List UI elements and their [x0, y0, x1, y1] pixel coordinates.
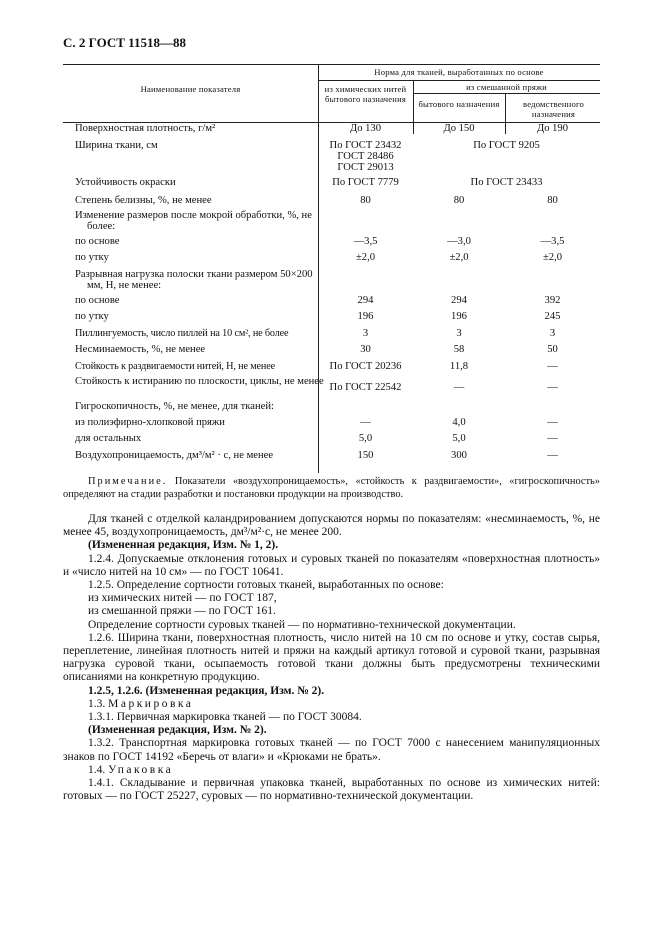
- amendment-note: 1.2.5, 1.2.6. (Измененная редакция, Изм. № 2).: [88, 684, 325, 697]
- paragraph: 1.2.6. Ширина ткани, поверхностная плотность, число нитей на 10 см по основе и утку, состав сырья, переплетение, линейная плотность нитей и пряжи на каждый артикул готовой и суровой ткани, разрывная нагрузка суровой ткани, осыпаемость готовой ткани должны быть предусмотрены техническими описаниями на конкретную продукцию.: [63, 631, 600, 684]
- paragraph: 1.3.1. Первичная маркировка тканей — по ГОСТ 30084.: [88, 711, 362, 724]
- paragraph: 1.4.1. Складывание и первичная упаковка тканей, выработанных по основе из химических нитей: готовых — по ГОСТ 25227, суровых — по нормативно-технической документации.: [63, 777, 600, 803]
- section-heading: 1.4. Упаковка: [88, 763, 174, 776]
- table-row-label: для остальных: [75, 433, 142, 444]
- table-note: [63, 475, 600, 501]
- note-text: Показатели «воздухопроницаемость», «стойкость к раздвигаемости», «гигроскопичность» определяют на стадии разработки и постановки продукции на производство.: [63, 476, 600, 500]
- table-row-label: Воздухопроницаемость, дм³/м² · с, не менее: [75, 450, 274, 461]
- indicator-header: Наименование показателя: [140, 84, 241, 94]
- norm-header: Норма для тканей, выработанных по основе: [374, 67, 544, 77]
- paragraph: 1.3.2. Транспортная маркировка готовых тканей — по ГОСТ 7000 с нанесением манипуляционных знаков по ГОСТ 14192 «Беречь от влаги» и «Крюками не брать».: [63, 737, 600, 763]
- table-row-label: Стойкость к раздвигаемости нитей, Н, не менее: [75, 361, 275, 372]
- section-heading: 1.3. Маркировка: [88, 697, 194, 710]
- table-row-label: по утку: [75, 311, 109, 322]
- paragraph: Определение сортности суровых тканей — по нормативно-технической документации.: [88, 618, 516, 631]
- departmental-header: ведомственного назначения: [523, 99, 584, 119]
- table-row-label: Изменение размеров после мокрой обработки, %, не более:: [75, 210, 312, 232]
- paragraph: из химических нитей — по ГОСТ 187,: [88, 592, 277, 605]
- table-row-label: по основе: [75, 295, 120, 306]
- household-header: бытового назначения: [418, 99, 500, 109]
- amendment-note: (Измененная редакция, Изм. № 1, 2).: [88, 539, 279, 552]
- mixed-header: из смешанной пряжи: [466, 82, 547, 92]
- page-header: С. 2 ГОСТ 11518—88: [63, 35, 186, 50]
- table-row-label: Устойчивость окраски: [75, 177, 176, 188]
- table-row-label: по утку: [75, 252, 109, 263]
- table-row-label: Степень белизны, %, не менее: [75, 195, 212, 206]
- paragraph: Для тканей с отделкой каландрированием допускаются нормы по показателям: «несминаемость, %, не менее 45, воздухопроницаемость, дм³/м²·с, не менее 200.: [63, 513, 600, 539]
- table-row-label: по основе: [75, 236, 120, 247]
- document-body: [63, 513, 600, 803]
- table-row-label: Несминаемость, %, не менее: [75, 344, 206, 355]
- paragraph: 1.2.4. Допускаемые отклонения готовых и суровых тканей по показателям «поверхностная плотность» и «число нитей на 10 см» — по ГОСТ 10641.: [63, 552, 600, 578]
- table-row-label: Гигроскопичность, %, не менее, для тканей:: [75, 401, 274, 412]
- table-row-label: Поверхностная плотность, г/м²: [75, 123, 216, 134]
- table-top-rule: [63, 64, 600, 65]
- paragraph: из смешанной пряжи — по ГОСТ 161.: [88, 605, 276, 618]
- table-row-label: Стойкость к истиранию по плоскости, циклы, не менее: [75, 376, 324, 387]
- note-lead: Примечание.: [88, 476, 168, 487]
- paragraph: 1.2.5. Определение сортности готовых тканей, выработанных по основе:: [88, 579, 444, 592]
- chemical-header: из химических нитей бытового назначения: [324, 84, 407, 104]
- table-row-label: Ширина ткани, см: [75, 140, 158, 151]
- table-row-label: Пиллингуемость, число пиллей на 10 см², не более: [75, 328, 289, 339]
- table-row-label: Разрывная нагрузка полоски ткани размером 50×200 мм, Н, не менее:: [75, 269, 313, 291]
- amendment-note: (Измененная редакция, Изм. № 2).: [88, 724, 267, 737]
- table-row-label: из полиэфирно-хлопковой пряжи: [75, 417, 225, 428]
